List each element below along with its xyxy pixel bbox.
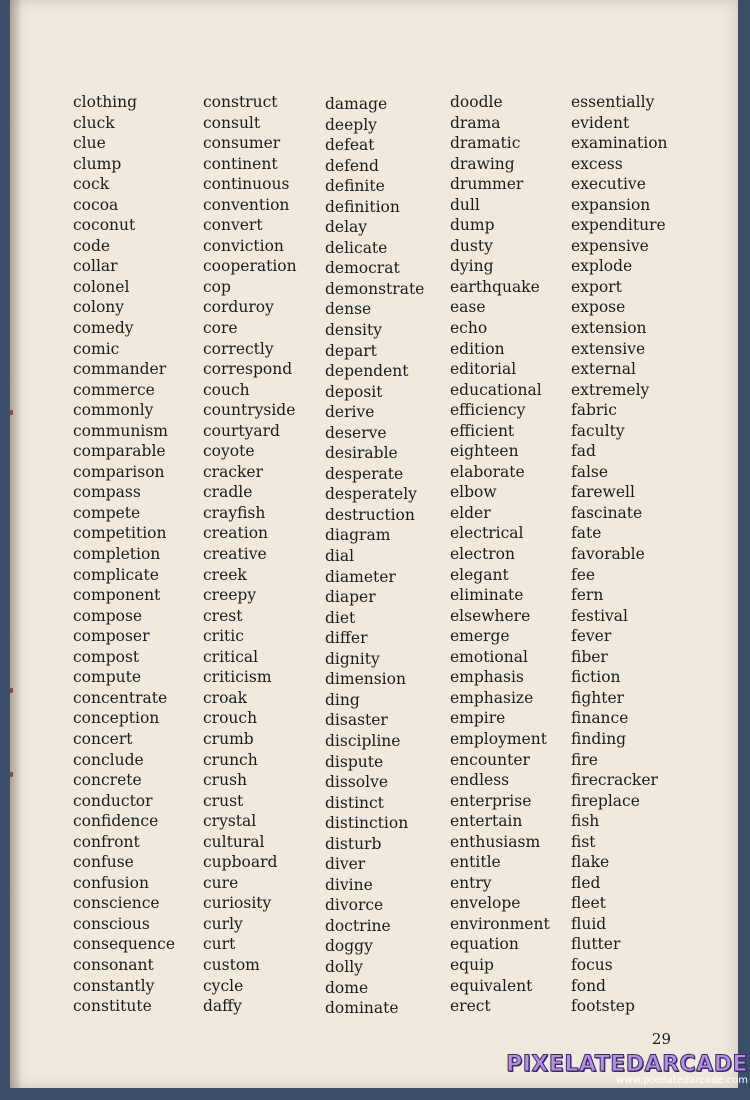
word-entry: expensive [571, 236, 649, 255]
word-entry: divorce [325, 896, 384, 915]
word-entry: creepy [203, 586, 257, 605]
word-entry: flake [571, 853, 610, 872]
word-entry: fern [571, 586, 604, 605]
word-entry: dull [450, 195, 480, 214]
word-entry: fee [571, 565, 596, 584]
word-entry: encounter [450, 750, 530, 769]
word-entry: dependent [325, 362, 409, 381]
word-entry: communism [73, 421, 168, 440]
word-entry: divine [325, 875, 373, 894]
word-column-2 [203, 92, 297, 1017]
word-entry: dignity [325, 649, 380, 668]
word-entry: curly [203, 914, 243, 933]
word-entry: fled [571, 873, 601, 892]
word-entry: comparison [73, 462, 165, 481]
word-entry: compose [73, 606, 143, 625]
word-entry: distinct [325, 793, 384, 812]
word-entry: courtyard [203, 421, 280, 440]
word-entry: damage [325, 95, 388, 113]
word-entry: composer [73, 627, 150, 646]
word-entry: complicate [73, 565, 159, 584]
word-entry: deserve [325, 423, 387, 442]
word-entry: cultural [203, 832, 265, 851]
word-entry: crest [203, 606, 243, 625]
word-entry: ding [325, 690, 360, 709]
word-entry: consonant [73, 955, 154, 974]
word-entry: erect [450, 997, 491, 1016]
word-entry: comparable [73, 442, 166, 461]
word-entry: defeat [325, 136, 375, 155]
word-entry: enterprise [450, 791, 532, 810]
word-entry: cop [203, 277, 231, 296]
word-entry: fish [571, 812, 600, 831]
word-entry: construct [203, 93, 278, 111]
word-entry: clump [73, 154, 122, 173]
word-entry: dense [325, 300, 372, 319]
word-entry: compost [73, 647, 140, 666]
word-entry: electrical [450, 524, 524, 543]
word-entry: excess [571, 154, 623, 173]
word-entry: collar [73, 257, 118, 276]
word-entry: equivalent [450, 976, 533, 995]
word-entry: expose [571, 298, 626, 317]
word-entry: emphasize [450, 688, 534, 707]
word-entry: definition [325, 197, 400, 216]
word-entry: equip [450, 955, 494, 974]
word-entry: dimension [325, 670, 406, 689]
word-entry: delay [325, 218, 368, 237]
word-entry: depart [325, 341, 377, 360]
word-entry: emphasis [450, 668, 524, 687]
word-entry: firecracker [571, 771, 658, 790]
word-entry: entertain [450, 812, 523, 831]
word-entry: commander [73, 360, 167, 379]
book-page [10, 0, 738, 1088]
word-entry: definite [325, 177, 385, 196]
word-entry: convert [203, 216, 263, 235]
word-entry: creative [203, 545, 267, 564]
word-entry: ease [450, 298, 486, 317]
word-entry: emerge [450, 627, 510, 646]
word-entry: diet [325, 608, 356, 627]
word-entry: edition [450, 339, 505, 358]
word-entry: dramatic [450, 134, 521, 153]
word-entry: daffy [203, 997, 242, 1016]
watermark-url: www.pixelatedarcade.com [616, 1075, 748, 1086]
word-entry: cracker [203, 462, 263, 481]
word-entry: croak [203, 688, 248, 707]
word-entry: discipline [325, 731, 401, 750]
word-entry: electron [450, 545, 515, 564]
word-entry: entitle [450, 853, 501, 872]
word-entry: criticism [203, 668, 272, 687]
word-entry: curt [203, 935, 236, 954]
word-entry: doctrine [325, 916, 391, 935]
word-entry: conception [73, 709, 160, 728]
word-entry: educational [450, 380, 542, 399]
word-entry: elegant [450, 565, 509, 584]
word-entry: conclude [73, 750, 144, 769]
word-entry: countryside [203, 401, 296, 420]
word-entry: density [325, 321, 382, 340]
word-entry: focus [571, 955, 613, 974]
word-entry: drawing [450, 154, 515, 173]
word-entry: destruction [325, 505, 415, 524]
word-entry: desperate [325, 464, 404, 483]
word-entry: compass [73, 483, 141, 502]
word-entry: fever [571, 627, 612, 646]
word-entry: crumb [203, 729, 254, 748]
binding-stitch-mark [10, 688, 13, 693]
word-entry: diagram [325, 526, 391, 545]
word-entry: extensive [571, 339, 646, 358]
word-entry: fiction [571, 668, 621, 687]
word-entry: creation [203, 524, 269, 543]
word-entry: fascinate [571, 503, 643, 522]
word-entry: compute [73, 668, 142, 687]
word-entry: differ [325, 629, 368, 648]
word-entry: emotional [450, 647, 528, 666]
word-entry: entry [450, 873, 492, 892]
word-entry: confuse [73, 853, 134, 872]
word-entry: fist [571, 832, 596, 851]
word-entry: diameter [325, 567, 396, 586]
word-entry: editorial [450, 360, 517, 379]
word-entry: elbow [450, 483, 497, 502]
word-entry: completion [73, 545, 161, 564]
word-entry: disaster [325, 711, 388, 730]
word-entry: conscience [73, 894, 160, 913]
word-entry: dusty [450, 236, 493, 255]
word-entry: concrete [73, 771, 142, 790]
word-entry: employment [450, 729, 547, 748]
word-entry: environment [450, 914, 550, 933]
word-entry: executive [571, 175, 646, 194]
word-entry: explode [571, 257, 633, 276]
word-entry: couch [203, 380, 250, 399]
word-entry: elaborate [450, 462, 525, 481]
word-entry: commonly [73, 401, 154, 420]
word-entry: diver [325, 855, 366, 874]
word-entry: flutter [571, 935, 621, 954]
word-entry: competition [73, 524, 167, 543]
word-entry: convention [203, 195, 290, 214]
word-entry: cluck [73, 113, 115, 132]
word-entry: distinction [325, 814, 409, 833]
word-entry: extremely [571, 380, 650, 399]
word-entry: echo [450, 319, 488, 338]
word-entry: elder [450, 503, 491, 522]
word-entry: desirable [325, 444, 398, 463]
word-entry: coconut [73, 216, 136, 235]
word-entry: desperately [325, 485, 417, 504]
word-entry: faculty [571, 421, 625, 440]
word-entry: false [571, 462, 609, 481]
word-entry: fabric [571, 401, 617, 420]
word-entry: eighteen [450, 442, 519, 461]
word-entry: dispute [325, 752, 384, 771]
page-number: 29 [651, 1030, 671, 1048]
word-entry: fighter [571, 688, 625, 707]
word-entry: democrat [325, 259, 400, 278]
word-entry: confidence [73, 812, 159, 831]
word-entry: eliminate [450, 586, 524, 605]
word-entry: endless [450, 771, 510, 790]
word-entry: finance [571, 709, 629, 728]
word-entry: constantly [73, 976, 155, 995]
word-entry: derive [325, 403, 375, 422]
word-entry: dump [450, 216, 495, 235]
word-entry: festival [571, 606, 629, 625]
word-entry: earthquake [450, 277, 540, 296]
word-entry: colonel [73, 277, 130, 296]
word-entry: favorable [571, 545, 645, 564]
word-entry: comedy [73, 319, 134, 338]
word-entry: essentially [571, 93, 655, 111]
watermark-title: PIXELATEDARCADE [506, 1052, 748, 1077]
word-entry: defend [325, 156, 379, 175]
word-entry: doggy [325, 937, 373, 956]
word-entry: equation [450, 935, 519, 954]
word-entry: consumer [203, 134, 281, 153]
word-entry: diaper [325, 588, 376, 607]
word-entry: concentrate [73, 688, 168, 707]
word-entry: confront [73, 832, 140, 851]
word-entry: footstep [571, 997, 635, 1016]
word-entry: consequence [73, 935, 176, 954]
word-entry: corduroy [203, 298, 274, 317]
word-column-1 [73, 92, 175, 1017]
word-entry: creek [203, 565, 247, 584]
page-binding-shadow [10, 0, 22, 1088]
word-entry: fiber [571, 647, 608, 666]
word-entry: cooperation [203, 257, 297, 276]
word-entry: empire [450, 709, 506, 728]
word-entry: evident [571, 113, 630, 132]
word-entry: envelope [450, 894, 521, 913]
word-entry: disturb [325, 834, 382, 853]
word-entry: crouch [203, 709, 258, 728]
binding-stitch-mark [10, 772, 13, 777]
word-entry: external [571, 360, 636, 379]
word-entry: constitute [73, 997, 152, 1016]
word-entry: core [203, 319, 238, 338]
word-entry: expansion [571, 195, 651, 214]
word-entry: doodle [450, 93, 503, 111]
word-entry: crust [203, 791, 244, 810]
word-entry: clue [73, 134, 106, 153]
word-entry: concert [73, 729, 133, 748]
word-entry: farewell [571, 483, 635, 502]
word-entry: critic [203, 627, 244, 646]
word-entry: fireplace [571, 791, 640, 810]
watermark [506, 1052, 748, 1086]
word-entry: correspond [203, 360, 293, 379]
word-column-5 [571, 92, 668, 1017]
word-entry: extension [571, 319, 647, 338]
word-entry: comic [73, 339, 120, 358]
word-entry: efficiency [450, 401, 526, 420]
word-column-4 [450, 92, 550, 1017]
binding-stitch-mark [10, 410, 13, 415]
word-entry: coyote [203, 442, 255, 461]
word-entry: fond [571, 976, 606, 995]
word-entry: fluid [571, 914, 607, 933]
word-entry: elsewhere [450, 606, 531, 625]
word-entry: cure [203, 873, 239, 892]
word-entry: deposit [325, 382, 383, 401]
word-entry: curiosity [203, 894, 272, 913]
word-entry: component [73, 586, 161, 605]
word-entry: conductor [73, 791, 153, 810]
word-entry: code [73, 236, 111, 255]
word-entry: delicate [325, 238, 388, 257]
word-entry: crush [203, 771, 248, 790]
word-entry: demonstrate [325, 279, 425, 298]
word-entry: dial [325, 547, 355, 566]
word-entry: drummer [450, 175, 524, 194]
word-entry: continuous [203, 175, 290, 194]
word-entry: colony [73, 298, 125, 317]
word-entry: confusion [73, 873, 149, 892]
word-entry: fire [571, 750, 598, 769]
word-entry: dome [325, 978, 369, 997]
word-entry: crunch [203, 750, 258, 769]
word-entry: cocoa [73, 195, 119, 214]
word-entry: continent [203, 154, 278, 173]
word-entry: crayfish [203, 503, 266, 522]
word-entry: examination [571, 134, 668, 153]
word-entry: fleet [571, 894, 606, 913]
word-entry: cycle [203, 976, 244, 995]
word-entry: enthusiasm [450, 832, 541, 851]
word-entry: correctly [203, 339, 274, 358]
word-entry: conviction [203, 236, 284, 255]
word-entry: cock [73, 175, 110, 194]
word-entry: dominate [325, 999, 399, 1018]
word-entry: compete [73, 503, 141, 522]
word-entry: crystal [203, 812, 257, 831]
word-column-3 [325, 94, 424, 1019]
word-entry: fate [571, 524, 602, 543]
word-entry: cupboard [203, 853, 278, 872]
word-entry: custom [203, 955, 260, 974]
word-entry: fad [571, 442, 596, 461]
word-entry: efficient [450, 421, 515, 440]
word-entry: dissolve [325, 773, 389, 792]
word-entry: export [571, 277, 622, 296]
word-entry: expenditure [571, 216, 666, 235]
word-entry: conscious [73, 914, 150, 933]
word-entry: critical [203, 647, 259, 666]
word-entry: dolly [325, 957, 363, 976]
word-entry: commerce [73, 380, 155, 399]
word-entry: deeply [325, 115, 377, 134]
word-entry: finding [571, 729, 627, 748]
word-entry: dying [450, 257, 494, 276]
word-entry: consult [203, 113, 261, 132]
word-entry: clothing [73, 93, 138, 111]
word-entry: cradle [203, 483, 253, 502]
word-entry: drama [450, 113, 501, 132]
